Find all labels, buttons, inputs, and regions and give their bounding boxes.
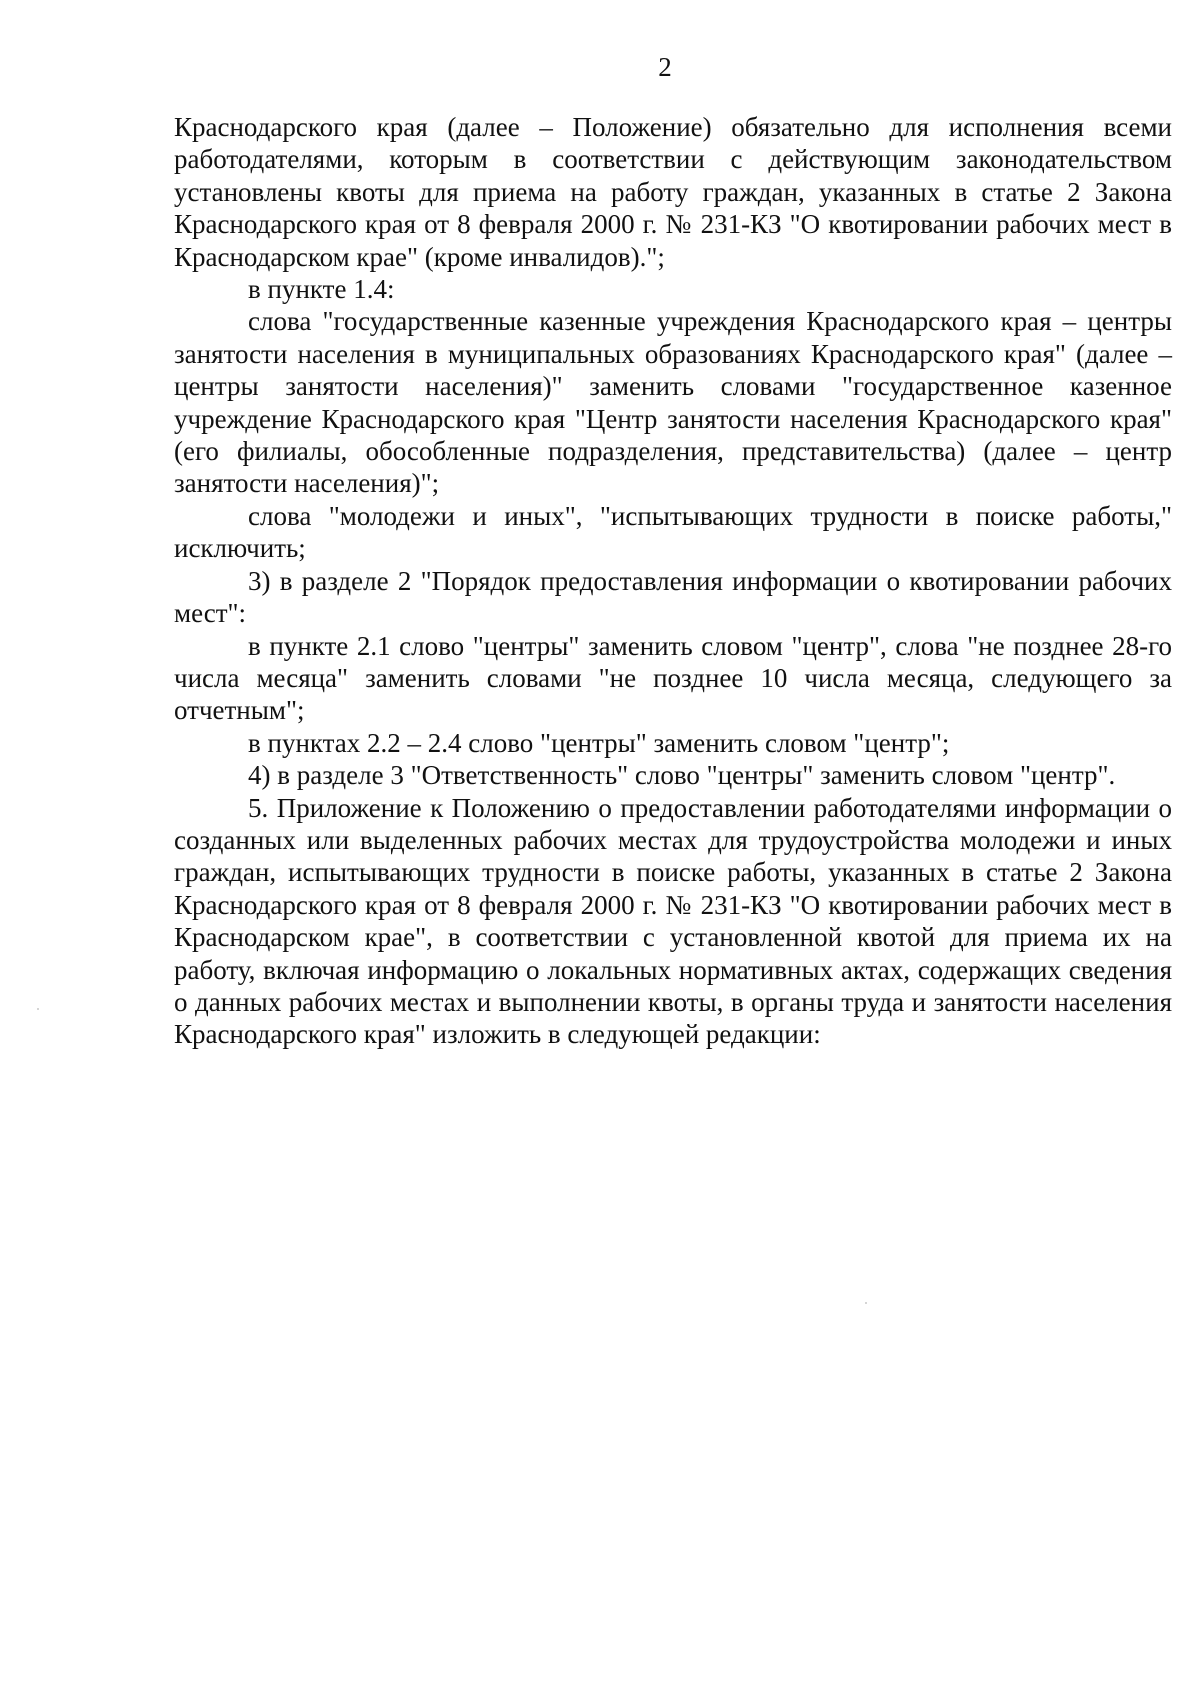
paragraph-clauses-2-2-2-4: в пунктах 2.2 – 2.4 слово "центры" заменить словом "центр"; [248,727,950,758]
scan-speck [37,1008,39,1010]
scan-speck [865,1302,867,1304]
paragraph-clause-1-4-exclude: слова "молодежи и иных", "испытывающих трудности в поиске работы," исключить; [174,500,1172,564]
document-body [174,111,1172,1051]
paragraph-clause-1-4-replace: слова "государственные казенные учреждения Краснодарского края – центры занятости населения в муниципальных образованиях Краснодарского края" (далее – центры занятости населения)" заменить словами "государственное казенное учреждение Краснодарского края "Центр занятости населения Краснодарского края" (его филиалы, обособленные подразделения, представительства) (далее – центр занятости населения)"; [174,306,1172,499]
paragraph-section-2: 3) в разделе 2 "Порядок предоставления информации о квотировании рабочих мест": [174,565,1172,629]
paragraph-continuation: Краснодарского края (далее – Положение) обязательно для исполнения всеми работодателями, которым в соответствии с действующим законодательством установлены квоты для приема на работу граждан, указанных в статье 2 Закона Краснодарского края от 8 февраля 2000 г. № 231-КЗ "О квотировании рабочих мест в Краснодарском крае" (кроме инвалидов)."; [174,112,1172,272]
paragraph-clause-2-1: в пункте 2.1 слово "центры" заменить словом "центр", слова "не позднее 28-го числа месяца" заменить словами "не позднее 10 числа месяца, следующего за отчетным"; [174,630,1172,726]
paragraph-clause-1-4-header: в пункте 1.4: [248,274,395,305]
paragraph-item-5: 5. Приложение к Положению о предоставлении работодателями информации о созданных или выделенных рабочих местах для трудоустройства молодежи и иных граждан, испытывающих трудности в поиске работы, указанных в статье 2 Закона Краснодарского края от 8 февраля 2000 г. № 231-КЗ "О квотировании рабочих мест в Краснодарском крае", в соответствии с установленной квотой для приема их на работу, включая информацию о локальных нормативных актах, содержащих сведения о данных рабочих местах и выполнении квоты, в органы труда и занятости населения Краснодарского края" изложить в следующей редакции: [174,792,1172,1050]
page-number: 2 [658,52,672,82]
paragraph-section-3: 4) в разделе 3 "Ответственность" слово "центры" заменить словом "центр". [248,760,1116,791]
